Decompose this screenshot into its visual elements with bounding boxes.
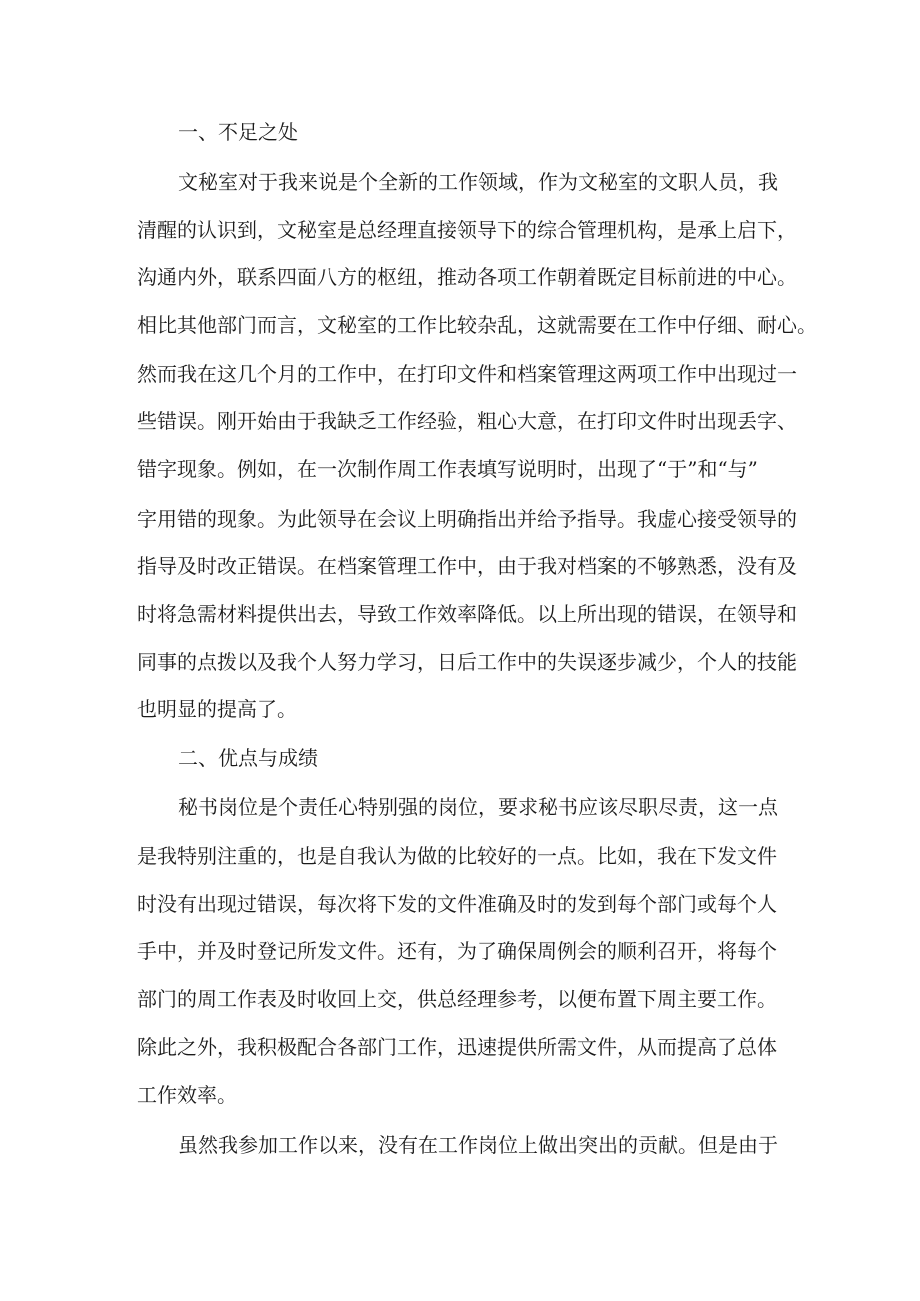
paragraph-line: 虽然我参加工作以来，没有在工作岗位上做出突出的贡献。但是由于	[178, 1133, 778, 1157]
paragraph-line: 除此之外，我积极配合各部门工作，迅速提供所需文件，从而提高了总体	[137, 1035, 777, 1059]
section-heading-shortcomings: 一、不足之处	[178, 120, 298, 144]
paragraph-line: 错字现象。例如，在一次制作周工作表填写说明时，出现了“于”和“与”	[137, 457, 758, 481]
paragraph-line: 然而我在这几个月的工作中，在打印文件和档案管理这两项工作中出现过一	[137, 362, 797, 386]
paragraph-line: 字用错的现象。为此领导在会议上明确指出并给予指导。我虚心接受领导的	[137, 507, 797, 531]
paragraph-line: 工作效率。	[137, 1083, 237, 1107]
paragraph-line: 指导及时改正错误。在档案管理工作中，由于我对档案的不够熟悉，没有及	[137, 554, 797, 578]
paragraph-line: 时没有出现过错误，每次将下发的文件准确及时的发到每个部门或每个人	[137, 892, 777, 916]
paragraph-line: 文秘室对于我来说是个全新的工作领域，作为文秘室的文职人员，我	[178, 170, 778, 194]
paragraph-line: 相比其他部门而言，文秘室的工作比较杂乱，这就需要在工作中仔细、耐心。	[137, 313, 817, 337]
section-heading-strengths: 二、优点与成绩	[178, 746, 318, 770]
paragraph-line: 些错误。刚开始由于我缺乏工作经验，粗心大意，在打印文件时出现丢字、	[137, 409, 797, 433]
paragraph-line: 也明显的提高了。	[137, 697, 297, 721]
paragraph-line: 时将急需材料提供出去，导致工作效率降低。以上所出现的错误，在领导和	[137, 602, 797, 626]
paragraph-line: 手中，并及时登记所发文件。还有，为了确保周例会的顺利召开，将每个	[137, 939, 777, 963]
paragraph-line: 部门的周工作表及时收回上交，供总经理参考，以便布置下周主要工作。	[137, 987, 777, 1011]
paragraph-line: 同事的点拨以及我个人努力学习，日后工作中的失误逐步减少，个人的技能	[137, 650, 797, 674]
paragraph-line: 沟通内外，联系四面八方的枢纽，推动各项工作朝着既定目标前进的中心。	[137, 265, 797, 289]
paragraph-line: 是我特别注重的，也是自我认为做的比较好的一点。比如，我在下发文件	[137, 844, 777, 868]
paragraph-line: 秘书岗位是个责任心特别强的岗位，要求秘书应该尽职尽责，这一点	[178, 795, 778, 819]
paragraph-line: 清醒的认识到，文秘室是总经理直接领导下的综合管理机构，是承上启下，	[137, 218, 797, 242]
